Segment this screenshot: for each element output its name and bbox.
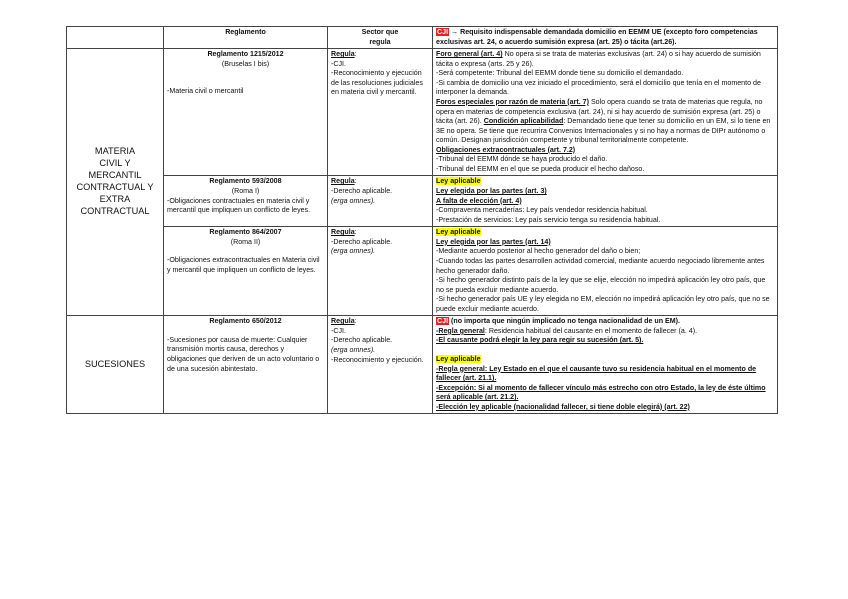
regla-general-ley: -Regla general: Ley Estado en el que el causante tuvo su residencia habitual en el momento de fallecer (art. 21.1). bbox=[436, 364, 757, 383]
header-sector-line2: regula bbox=[369, 37, 391, 46]
sector-item: -Derecho aplicable. bbox=[331, 336, 393, 345]
condicion-label: Condición aplicabilidad bbox=[483, 117, 564, 126]
cji-line bbox=[436, 317, 774, 327]
reglamento-cell bbox=[164, 49, 328, 176]
reglamento-description: -Sucesiones por causa de muerte: Cualquier transmisión mortis causa, derechos y obligaciones que deriven de un acto voluntario o de una sucesión abintestato. bbox=[167, 335, 320, 373]
content-line: -Mediante acuerdo posterior al hecho generador del daño o bien; bbox=[436, 247, 641, 256]
ley-aplicable-line bbox=[436, 177, 774, 187]
regla-general-text: : Residencia habitual del causante en el momento de fallecer (a. 4). bbox=[484, 326, 698, 335]
reglamento-subtitle: (Roma II) bbox=[230, 237, 261, 246]
header-cji-cell bbox=[433, 27, 778, 49]
content-line: -Si cambia de domicilio una vez iniciado el procedimiento, será el domicilio que tenía en el momento de interponer la demanda. bbox=[436, 78, 761, 97]
content-line: -Prestación de servicios: Ley país servicio tenga su residencia habitual. bbox=[436, 215, 661, 224]
content-line: -Será competente: Tribunal del EEMM donde tiene su domicilio el demandado. bbox=[436, 69, 684, 78]
regula-label: Regula bbox=[331, 177, 355, 186]
row-bruselas bbox=[67, 49, 778, 176]
foros-especiales bbox=[436, 98, 774, 146]
condicion-text: : Demandado tiene que tener su domicilio en un EM, si lo tiene en 3E no opera. Se tiene que recurrira Convenios Internacionales y si no hay a normas de DIPr autónomo o común. Designan jurisdicción competente y tribunal territorialmente competente. bbox=[436, 117, 771, 145]
reglamento-cell bbox=[164, 176, 328, 227]
category-civil-mercantil bbox=[67, 49, 164, 316]
category-line: EXTRA bbox=[99, 194, 131, 205]
causante-line: -El causante podrá elegir la ley para regir su sucesión (art. 5). bbox=[436, 336, 644, 345]
extracontractuales-label: Obligaciones extracontractuales (art. 7.2) bbox=[436, 145, 576, 154]
ley-aplicable-highlight: Ley aplicable bbox=[436, 177, 481, 186]
reglamento-title: Reglamento 864/2007 bbox=[209, 228, 282, 237]
foro-general bbox=[436, 50, 774, 69]
content-cell bbox=[433, 316, 778, 414]
foros-especiales-text: Solo opera cuando se trata de materias que regula, no opera en materias de competencia exclusiva (art. 24), ni si hay acuerdo de sumisión expresa (art. 25) o tácita (art. 26). bbox=[436, 97, 763, 126]
regula-label: Regula bbox=[331, 228, 355, 237]
reglamento-subtitle: (Bruselas I bis) bbox=[221, 59, 270, 68]
reglamento-description: -Obligaciones extracontractuales en Materia civil y mercantil que impliquen un conflicto de leyes. bbox=[167, 256, 320, 274]
foros-especiales-label: Foros especiales por razón de materia (art. 7) bbox=[436, 97, 589, 106]
row-roma-i bbox=[67, 176, 778, 227]
falta-eleccion: A falta de elección (art. 4) bbox=[436, 196, 522, 205]
cji-badge: CJI bbox=[437, 28, 449, 36]
row-roma-ii bbox=[67, 227, 778, 316]
sector-cell: Regula: -CJI. -Reconocimiento y ejecución de las resoluciones judiciales en materia civil y mercantil. bbox=[328, 49, 433, 176]
eleccion-line: -Elección ley aplicable (nacionalidad fallecer, si tiene doble elegirá) (art. 22) bbox=[436, 402, 690, 411]
sector-item: -Reconocimiento y ejecución de las resoluciones judiciales en materia civil y mercantil. bbox=[331, 69, 423, 97]
content-line: -Si hecho generador distinto país de la ley que se elije, elección no impedirá aplicación ley otro país, que no se pueda excluir mediante acuerdo. bbox=[436, 276, 766, 294]
category-line: CIVIL Y bbox=[99, 158, 131, 169]
category-line: CONTRACTUAL Y bbox=[76, 182, 154, 193]
regula-label: Regula bbox=[331, 50, 355, 59]
cji-text: (no importa que ningún implicado no tenga nacionalidad de un EM). bbox=[449, 317, 680, 326]
regula-label: Regula bbox=[331, 317, 355, 326]
row-sucesiones bbox=[67, 316, 778, 414]
content-cell bbox=[433, 227, 778, 316]
reglamento-title: Reglamento 1215/2012 bbox=[207, 50, 284, 59]
content-line: -Compraventa mercaderías: Ley país vendedor residencia habitual. bbox=[436, 206, 648, 215]
sector-item: -Derecho aplicable. bbox=[331, 237, 393, 246]
header-row bbox=[67, 27, 778, 49]
sector-erga: (erga omnes). bbox=[331, 346, 376, 354]
ley-elegida: Ley elegida por las partes (art. 14) bbox=[436, 237, 551, 246]
content-line: -Si hecho generador país UE y ley elegida no EM, elección no impedirá aplicación ley otro país, que no se puede excluir mediante acuerdo. bbox=[436, 295, 770, 313]
foro-general-label: Foro general (art. 4) bbox=[436, 50, 503, 59]
category-line: CONTRACTUAL bbox=[80, 206, 150, 217]
category-sucesiones: SUCESIONES bbox=[67, 316, 164, 414]
reglamento-cell bbox=[164, 316, 328, 414]
content-line: -Cuando todas las partes desarrollen actividad comercial, mediante acuerdo negociado libremente antes hecho generador daño. bbox=[436, 256, 765, 275]
sector-cell: Regula: -Derecho aplicable. (erga omnes). bbox=[328, 227, 433, 316]
header-sector-line1: Sector que bbox=[361, 28, 399, 36]
sector-cell: Regula: -Derecho aplicable. (erga omnes). bbox=[328, 176, 433, 227]
ley-aplicable-highlight: Ley aplicable bbox=[436, 355, 481, 363]
content-cell bbox=[433, 176, 778, 227]
category-line: MATERIA bbox=[94, 146, 136, 157]
reglamento-subtitle: (Roma I) bbox=[231, 187, 260, 195]
sector-item: -CJI. bbox=[331, 59, 346, 68]
ley-aplicable-line bbox=[436, 355, 774, 365]
sector-item: -Derecho aplicable. bbox=[331, 187, 393, 195]
content-line: -Tribunal del EEMM en el que se pueda producir el hecho dañoso. bbox=[436, 164, 645, 173]
sector-erga: (erga omnes). bbox=[331, 247, 376, 256]
content-line: -Tribunal del EEMM dónde se haya producido el daño. bbox=[436, 155, 608, 164]
header-cji-text: → Requisito indispensable demandada domicilio en EEMM UE (excepto foro competencias exclusivas art. 24, o acuerdo sumisión expresa (art. 25) o tácita (art.26). bbox=[436, 28, 758, 46]
reglamento-cell bbox=[164, 227, 328, 316]
regla-general-line bbox=[436, 327, 774, 337]
reglamento-title: Reglamento 593/2008 bbox=[209, 177, 282, 186]
category-line: MERCANTIL bbox=[88, 170, 142, 181]
ley-aplicable-line bbox=[436, 228, 774, 238]
foro-general-text: No opera si se trata de materias exclusivas (art. 24) o si hay acuerdo de sumisión tácita o expresa (arts. 25 y 26). bbox=[436, 50, 761, 68]
ley-aplicable-highlight: Ley aplicable bbox=[436, 228, 481, 237]
sector-item: -CJI. bbox=[331, 326, 346, 335]
excepcion-line: -Excepción: Si al momento de fallecer vínculo más estrecho con otro Estado, la ley de éste último será aplicable (art. 21.2). bbox=[436, 383, 766, 402]
reglamento-title: Reglamento 650/2012 bbox=[209, 317, 282, 326]
ley-elegida: Ley elegida por las partes (art. 3) bbox=[436, 187, 547, 195]
reglamento-description: -Obligaciones contractuales en materia civil y mercantil que impliquen un conflicto de leyes. bbox=[167, 196, 311, 215]
reglamento-description: -Materia civil o mercantil bbox=[167, 87, 244, 96]
sector-erga: (erga omnes). bbox=[331, 196, 376, 205]
cji-badge: CJI bbox=[437, 317, 449, 326]
sector-cell: Regula: -CJI. -Derecho aplicable. (erga omnes). -Reconocimiento y ejecución. bbox=[328, 316, 433, 414]
sector-item: -Reconocimiento y ejecución. bbox=[331, 355, 424, 364]
header-reglamento: Reglamento bbox=[164, 27, 328, 49]
regla-general-label: -Regla general bbox=[436, 326, 485, 335]
content-cell bbox=[433, 49, 778, 176]
header-category-cell bbox=[67, 27, 164, 49]
header-sector bbox=[328, 27, 433, 49]
regulations-table bbox=[66, 26, 778, 414]
